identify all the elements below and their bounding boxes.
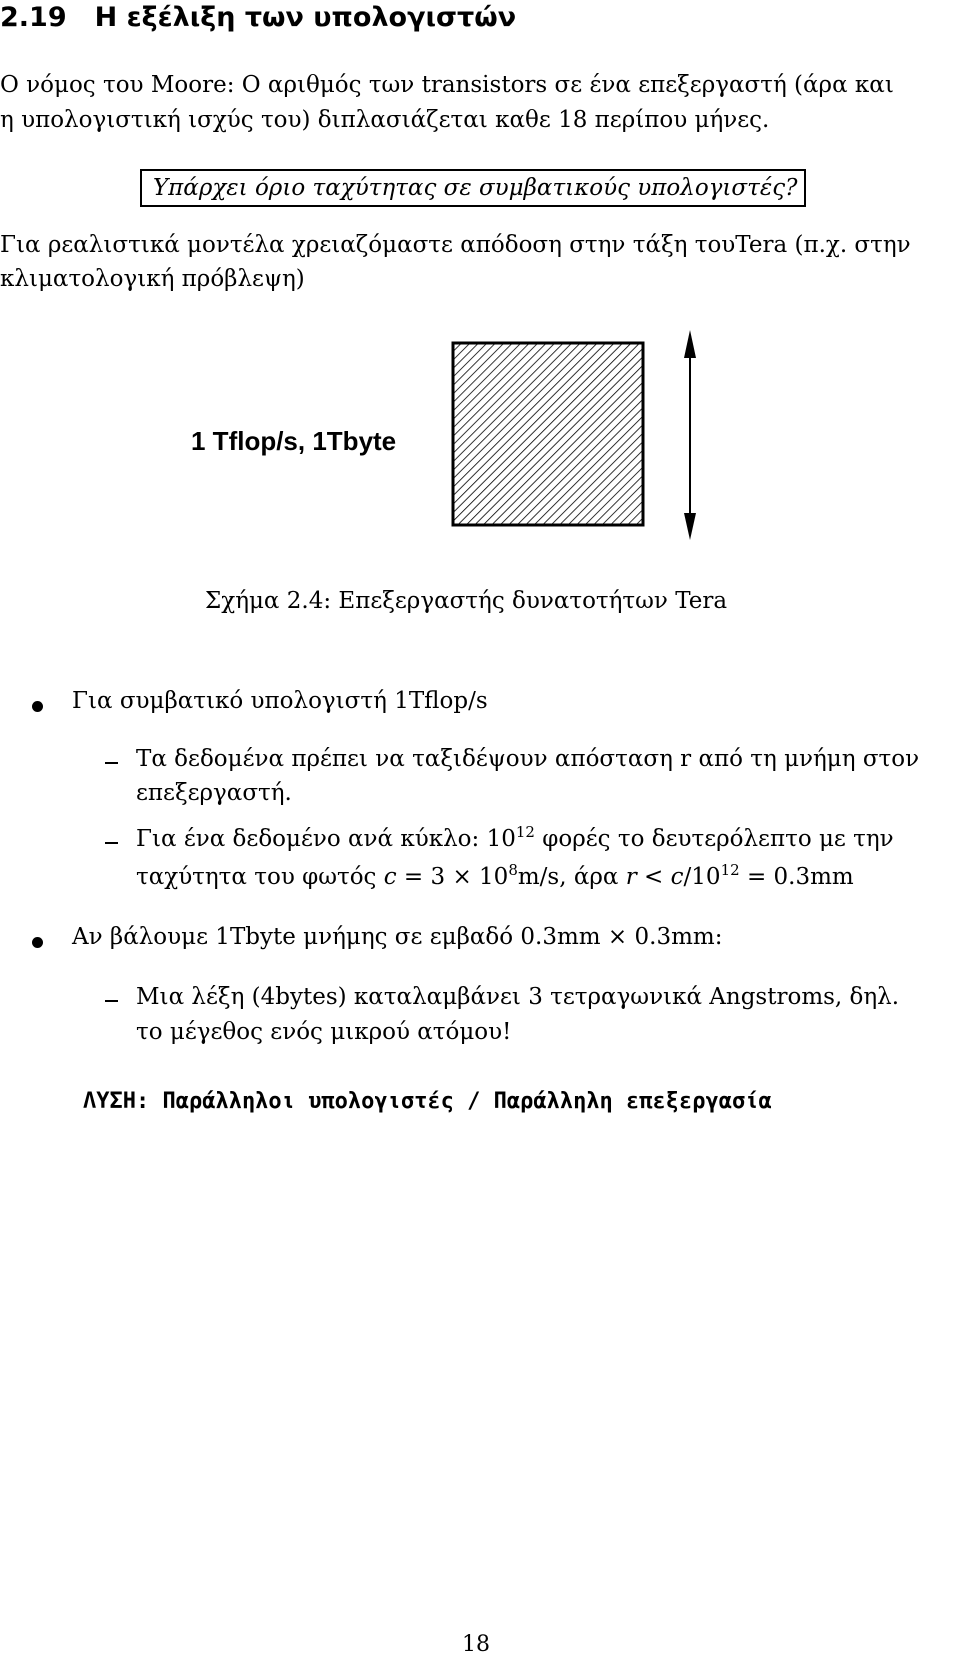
c-variable-2: c bbox=[670, 864, 684, 890]
moore-line-1: Ο νόμος του Moore: Ο αριθμός των transistors σε ένα επεξεργαστή (άρα και bbox=[0, 72, 894, 98]
exponent-12: 12 bbox=[720, 861, 740, 879]
c-variable: c bbox=[383, 864, 397, 890]
sub-2-1-line-1: Μια λέξη (4bytes) καταλαμβάνει 3 τετραγωνικά Angstroms, δηλ. bbox=[136, 984, 900, 1010]
solution-line: ΛΥΣΗ: Παράλληλοι υπολογιστές / Παράλληλη επεξεργασία bbox=[83, 1089, 772, 1114]
eq-part-1: = 3 × 10 bbox=[396, 864, 509, 890]
section-title: Η εξέλιξη των υπολογιστών bbox=[94, 2, 517, 33]
page-number: 18 bbox=[462, 1632, 490, 1657]
section-heading bbox=[0, 2, 516, 33]
bullet-dot-2 bbox=[32, 937, 43, 948]
figure-label: 1 Tflop/s, 1Tbyte bbox=[191, 426, 397, 456]
unit-part: m/s, άρα bbox=[517, 864, 626, 890]
bullet-2-text: Αν βάλουμε 1Tbyte μνήμης σε εμβαδό 0.3mm × 0.3mm: bbox=[72, 924, 723, 950]
bullet-1-text: Για συμβατικό υπολογιστή 1Tflop/s bbox=[72, 688, 488, 714]
less-than: < bbox=[636, 864, 671, 890]
moore-line-2: η υπολογιστική ισχύς του) διπλασιάζεται καθε 18 περίπου μήνες. bbox=[0, 107, 770, 133]
figure-caption: Σχήμα 2.4: Επεξεργαστής δυνατοτήτων Tera bbox=[205, 588, 728, 614]
dash-1-2 bbox=[105, 842, 118, 844]
sub-1-2-exponent: 12 bbox=[515, 823, 535, 841]
divide-part: /10 bbox=[683, 864, 721, 890]
section-number: 2.19 bbox=[0, 2, 67, 33]
hatched-square bbox=[453, 343, 643, 525]
question-box: Υπάρχει όριο ταχύτητας σε συμβατικούς υπολογιστές? bbox=[140, 169, 806, 207]
realistic-line-2: κλιματολογική πρόβλεψη) bbox=[0, 266, 305, 292]
speed-prefix: ταχύτητα του φωτός bbox=[136, 864, 384, 890]
sub-2-1-line-2: το μέγεθος ενός μικρού ατόμου! bbox=[136, 1019, 512, 1045]
dash-2-1 bbox=[105, 1000, 118, 1002]
sub-1-1-line-2: επεξεργαστή. bbox=[136, 780, 292, 806]
dash-1-1 bbox=[105, 762, 118, 764]
eq-part-2: = 0.3mm bbox=[739, 864, 854, 890]
realistic-line-1: Για ρεαλιστικά μοντέλα χρειαζόμαστε απόδοση στην τάξη τουTera (π.χ. στην bbox=[0, 232, 911, 258]
sub-1-2-line-1 bbox=[136, 823, 894, 852]
vertical-double-arrow bbox=[684, 330, 696, 540]
bullet-dot-1 bbox=[32, 701, 43, 712]
exponent-8: 8 bbox=[508, 861, 518, 879]
sub-1-2-prefix: Για ένα δεδομένο ανά κύκλο: 10 bbox=[136, 826, 516, 852]
sub-1-1-line-1: Τα δεδομένα πρέπει να ταξιδέψουν απόσταση r από τη μνήμη στον bbox=[136, 746, 920, 772]
sub-1-2-line-2 bbox=[136, 861, 854, 890]
r-variable: r bbox=[625, 864, 637, 890]
sub-1-2-suffix: φορές το δευτερόλεπτο με την bbox=[534, 826, 894, 852]
processor-figure bbox=[440, 330, 740, 550]
